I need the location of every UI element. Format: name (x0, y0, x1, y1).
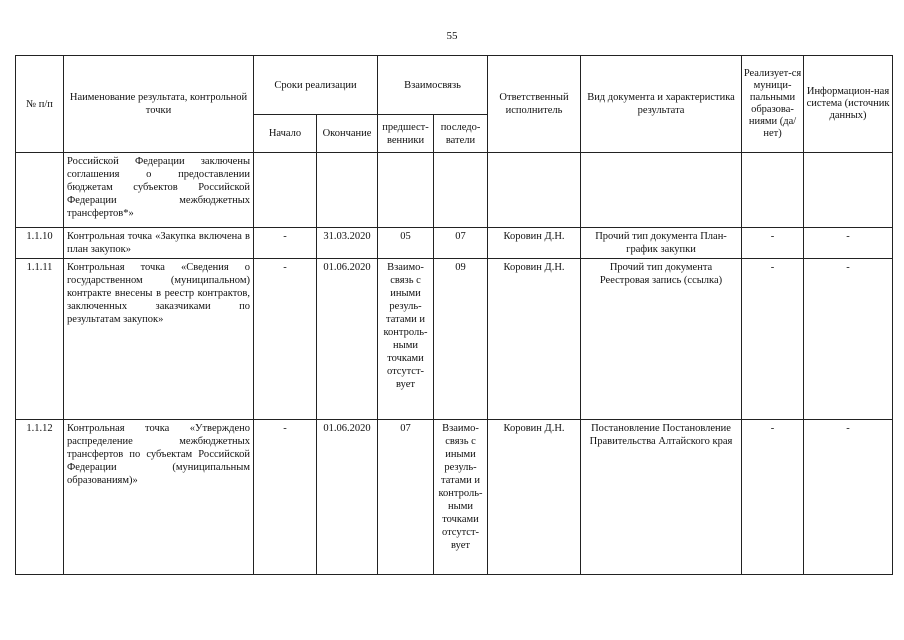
header-responsible: Ответственный исполнитель (488, 56, 581, 153)
cell-start: - (254, 259, 317, 420)
cell-name: Российской Федерации заключены соглашения о предоставлении бюджетам субъектов Российской Федерации межбюджетных трансфертов*» (64, 153, 254, 228)
header-info-system: Информацион-ная система (источник данных) (804, 56, 893, 153)
cell-name: Контрольная точка «Закупка включена в план закупок» (64, 228, 254, 259)
cell-municipal (742, 153, 804, 228)
table-row (16, 420, 893, 575)
cell-name: Контрольная точка «Утверждено распределение межбюджетных трансфертов по субъектам Российской Федерации (муниципальным образованиям)» (64, 420, 254, 575)
page-number: 55 (446, 30, 458, 42)
cell-start: - (254, 228, 317, 259)
cell-predecessors (378, 153, 434, 228)
table-row (16, 153, 893, 228)
cell-num (16, 153, 64, 228)
cell-successors (434, 153, 488, 228)
plan-table (15, 55, 893, 575)
header-row-top (16, 56, 893, 115)
header-end: Окончание (317, 115, 378, 153)
cell-num: 1.1.11 (16, 259, 64, 420)
header-link: Взаимосвязь (378, 56, 488, 115)
header-municipal: Реализует-ся муници-пальными образова-ниями (да/нет) (742, 56, 804, 153)
cell-successors: 07 (434, 228, 488, 259)
cell-name: Контрольная точка «Сведения о государственном (муниципальном) контракте внесены в реестр контрактов, заключенных заказчиками по результатам закупок» (64, 259, 254, 420)
header-successors: последо-ватели (434, 115, 488, 153)
cell-start: - (254, 420, 317, 575)
header-predecessors: предшест-венники (378, 115, 434, 153)
cell-predecessors: 07 (378, 420, 434, 575)
cell-info-system: - (804, 259, 893, 420)
header-terms: Сроки реализации (254, 56, 378, 115)
cell-municipal: - (742, 228, 804, 259)
cell-start (254, 153, 317, 228)
cell-responsible (488, 153, 581, 228)
cell-predecessors: 05 (378, 228, 434, 259)
cell-num: 1.1.10 (16, 228, 64, 259)
header-document: Вид документа и характеристика результата (581, 56, 742, 153)
header-name: Наименование результата, контрольной точки (64, 56, 254, 153)
cell-document: Прочий тип документа Реестровая запись (ссылка) (581, 259, 742, 420)
cell-document: Прочий тип документа План-график закупки (581, 228, 742, 259)
cell-end: 01.06.2020 (317, 420, 378, 575)
cell-municipal: - (742, 259, 804, 420)
cell-info-system: - (804, 420, 893, 575)
table-row (16, 228, 893, 259)
cell-info-system: - (804, 228, 893, 259)
cell-end: 31.03.2020 (317, 228, 378, 259)
cell-responsible: Коровин Д.Н. (488, 420, 581, 575)
cell-num: 1.1.12 (16, 420, 64, 575)
cell-municipal: - (742, 420, 804, 575)
cell-predecessors: Взаимо-связь с иными резуль-татами и контроль-ными точками отсутст-вует (378, 259, 434, 420)
header-num: № п/п (16, 56, 64, 153)
cell-responsible: Коровин Д.Н. (488, 228, 581, 259)
cell-document: Постановление Постановление Правительства Алтайского края (581, 420, 742, 575)
cell-responsible: Коровин Д.Н. (488, 259, 581, 420)
cell-info-system (804, 153, 893, 228)
cell-document (581, 153, 742, 228)
table-row (16, 259, 893, 420)
header-start: Начало (254, 115, 317, 153)
cell-successors: Взаимо-связь с иными резуль-татами и контроль-ными точками отсутст-вует (434, 420, 488, 575)
cell-successors: 09 (434, 259, 488, 420)
cell-end: 01.06.2020 (317, 259, 378, 420)
cell-end (317, 153, 378, 228)
